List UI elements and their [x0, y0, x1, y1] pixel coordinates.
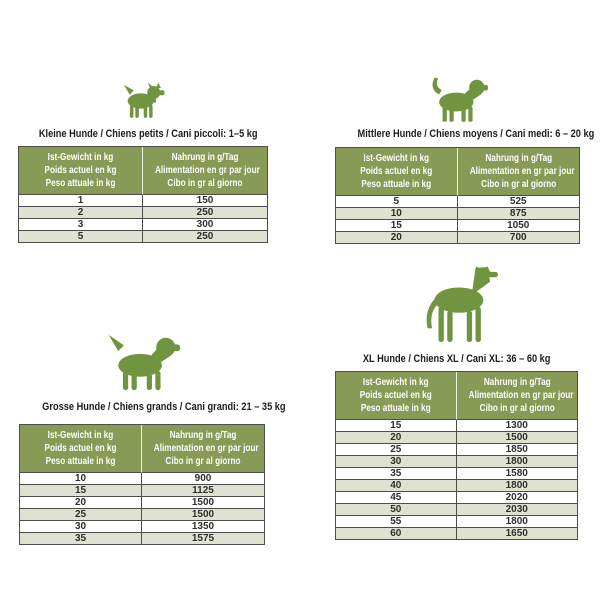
weight-cell: 5 [19, 230, 143, 242]
food-column-header: Nahrung in g/Tag Alimentation en gr par jour Cibo in gr al giorno [458, 148, 580, 196]
weight-cell: 40 [336, 479, 457, 491]
feeding-table-medium [335, 147, 580, 244]
weight-cell: 10 [20, 473, 142, 484]
food-cell: 2030 [457, 503, 578, 515]
food-cell: 1500 [142, 508, 264, 520]
table-row [20, 496, 264, 508]
panel-xl-dogs [335, 266, 578, 540]
food-cell: 525 [458, 196, 580, 207]
table-row [20, 484, 264, 496]
weight-cell: 20 [20, 496, 142, 508]
large-dog-icon [103, 333, 181, 392]
weight-cell: 60 [336, 527, 457, 539]
table-row [336, 420, 577, 431]
weight-cell: 5 [336, 196, 458, 207]
weight-cell: 10 [336, 207, 458, 219]
food-column-header: Nahrung in g/Tag Alimentation en gr par jour Cibo in gr al giorno [143, 147, 267, 195]
food-column-header: Nahrung in g/Tag Alimentation en gr par jour Cibo in gr al giorno [457, 372, 578, 420]
weight-cell: 35 [20, 532, 142, 544]
weight-cell: 1 [19, 195, 143, 206]
weight-cell: 3 [19, 218, 143, 230]
table-row [336, 491, 577, 503]
table-row [20, 508, 264, 520]
weight-cell: 45 [336, 491, 457, 503]
panel-title: Kleine Hunde / Chiens petits / Cani piccoli: 1–5 kg [38, 128, 258, 140]
feeding-table-small [18, 146, 268, 243]
table-row [336, 503, 577, 515]
panel-title: Mittlere Hunde / Chiens moyens / Cani medi: 6 – 20 kg [357, 128, 595, 140]
food-cell: 1650 [457, 527, 578, 539]
xl-dog-icon [412, 266, 502, 344]
weight-cell: 30 [20, 520, 142, 532]
weight-cell: 15 [336, 219, 458, 231]
table-row [336, 231, 579, 243]
weight-cell: 15 [336, 420, 457, 431]
table-row [20, 473, 264, 484]
weight-cell: 50 [336, 503, 457, 515]
food-cell: 1800 [457, 479, 578, 491]
table-row [20, 520, 264, 532]
feeding-table-large [19, 424, 265, 545]
table-row [336, 207, 579, 219]
medium-dog-icon [428, 75, 488, 124]
weight-column-header: Ist-Gewicht in kg Poids actuel en kg Peso attuale in kg [19, 147, 143, 195]
food-cell: 250 [143, 230, 267, 242]
weight-column-header: Ist-Gewicht in kg Poids actuel en kg Peso attuale in kg [20, 425, 142, 473]
table-row [336, 431, 577, 443]
panel-title: Grosse Hunde / Chiens grands / Cani grandi: 21 – 35 kg [42, 401, 286, 413]
food-cell: 1300 [457, 420, 578, 431]
weight-cell: 20 [336, 231, 458, 243]
food-cell: 1800 [457, 515, 578, 527]
weight-column-header: Ist-Gewicht in kg Poids actuel en kg Peso attuale in kg [336, 148, 458, 196]
small-dog-icon [120, 82, 166, 120]
weight-cell: 30 [336, 455, 457, 467]
food-cell: 150 [143, 195, 267, 206]
food-cell: 700 [458, 231, 580, 243]
table-row [336, 515, 577, 527]
table-row [336, 219, 579, 231]
table-row [19, 195, 267, 206]
food-cell: 1580 [457, 467, 578, 479]
food-cell: 875 [458, 207, 580, 219]
food-cell: 1575 [142, 532, 264, 544]
weight-cell: 55 [336, 515, 457, 527]
food-cell: 1500 [457, 431, 578, 443]
table-row [19, 218, 267, 230]
weight-cell: 15 [20, 484, 142, 496]
food-cell: 1500 [142, 496, 264, 508]
table-row [336, 467, 577, 479]
food-cell: 300 [143, 218, 267, 230]
food-cell: 1850 [457, 443, 578, 455]
food-column-header: Nahrung in g/Tag Alimentation en gr par jour Cibo in gr al giorno [142, 425, 264, 473]
weight-cell: 20 [336, 431, 457, 443]
table-row [336, 527, 577, 539]
weight-column-header: Ist-Gewicht in kg Poids actuel en kg Peso attuale in kg [336, 372, 457, 420]
table-row [336, 443, 577, 455]
food-cell: 1800 [457, 455, 578, 467]
feeding-table-xl [335, 371, 578, 540]
weight-cell: 35 [336, 467, 457, 479]
food-cell: 2020 [457, 491, 578, 503]
food-cell: 1125 [142, 484, 264, 496]
food-cell: 1350 [142, 520, 264, 532]
panel-small-dogs [18, 82, 268, 243]
weight-cell: 2 [19, 206, 143, 218]
table-row [336, 455, 577, 467]
weight-cell: 25 [20, 508, 142, 520]
table-row [19, 230, 267, 242]
food-cell: 900 [142, 473, 264, 484]
table-row [336, 479, 577, 491]
panel-medium-dogs [335, 75, 595, 244]
panel-title: XL Hunde / Chiens XL / Cani XL: 36 – 60 kg [362, 353, 551, 365]
panel-large-dogs [19, 333, 286, 545]
table-row [19, 206, 267, 218]
food-cell: 250 [143, 206, 267, 218]
food-cell: 1050 [458, 219, 580, 231]
table-row [336, 196, 579, 207]
table-row [20, 532, 264, 544]
weight-cell: 25 [336, 443, 457, 455]
